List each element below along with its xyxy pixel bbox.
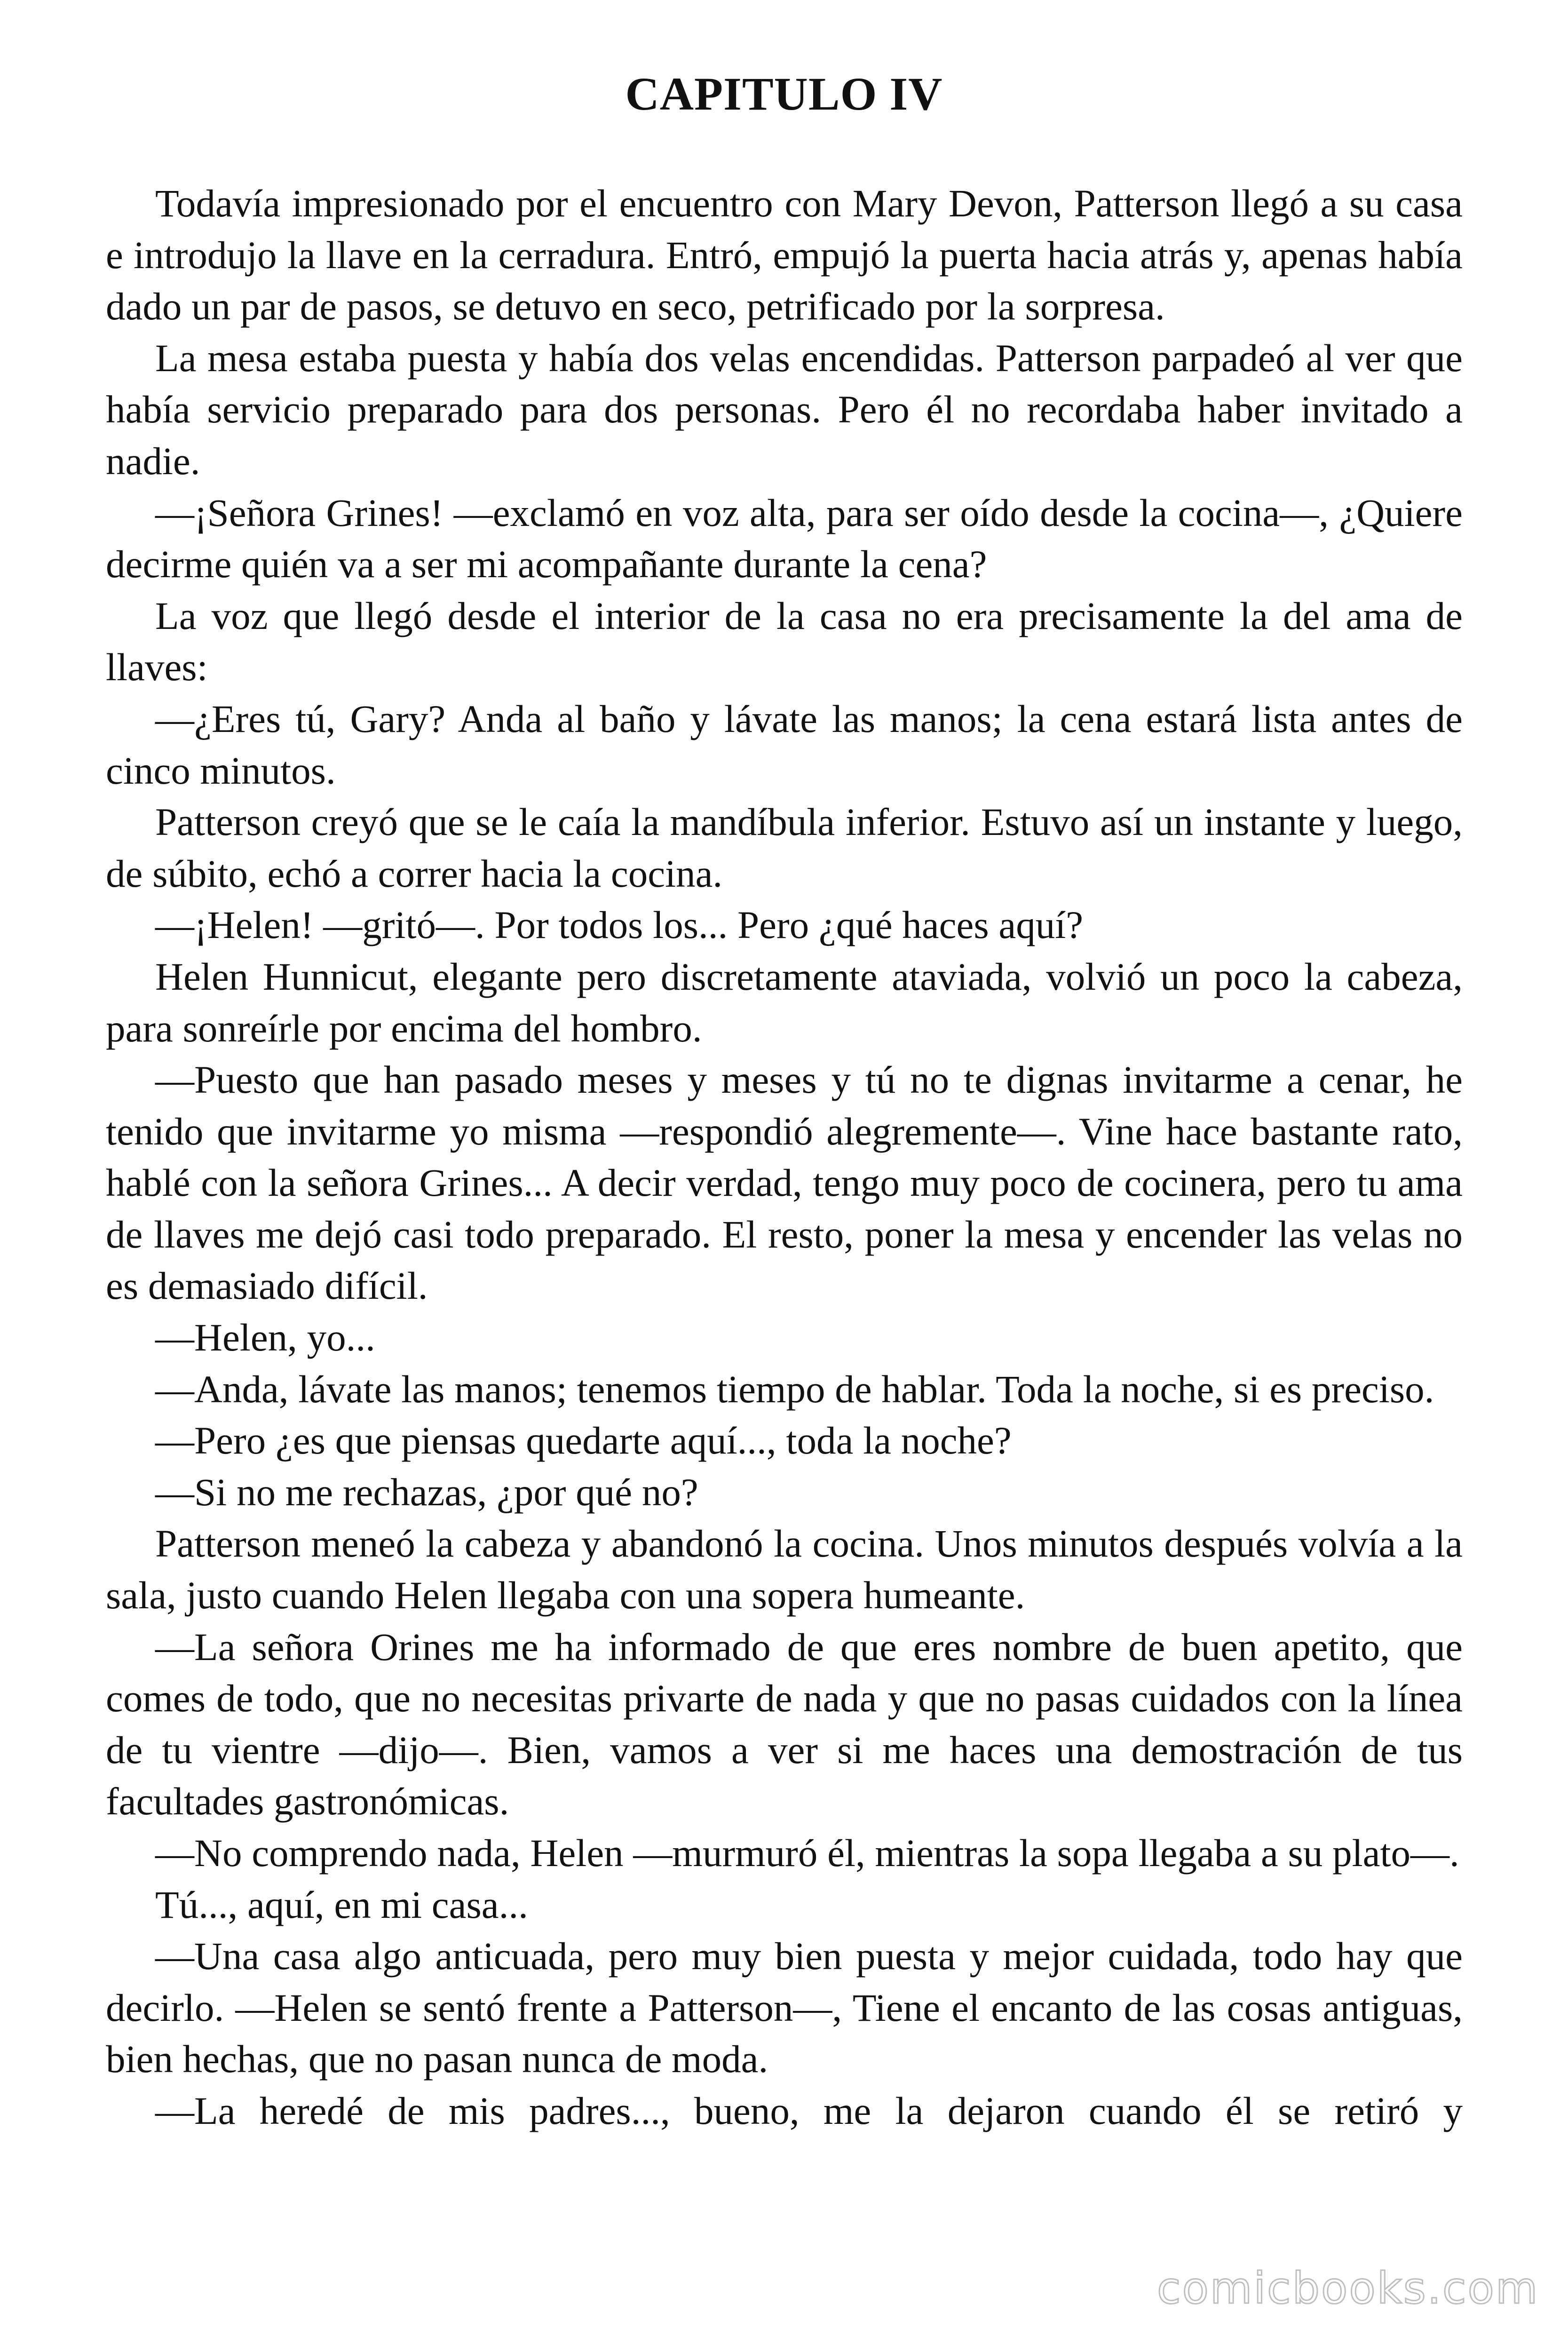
- paragraph: La voz que llegó desde el interior de la casa no era precisamente la del ama de llaves:: [106, 594, 1463, 689]
- paragraph: —La señora Orines me ha informado de que eres nombre de buen apetito, que comes de todo, que no necesitas privarte de nada y que no pasas cuidados con la línea de tu vientre —dijo—. Bien, vamos a ver si me haces una demostración de tus facultades gastronómicas.: [106, 1625, 1463, 1823]
- chapter-title: CAPITULO IV: [625, 68, 943, 120]
- paragraph: —Si no me rechazas, ¿por qué no?: [155, 1470, 698, 1514]
- paragraph: —Una casa algo anticuada, pero muy bien puesta y mejor cuidada, todo hay que decirlo. —Helen se sentó frente a Patterson—, Tiene el encanto de las cosas antiguas, bien hechas, que no pasan nunca de moda.: [106, 1934, 1463, 2081]
- paragraph: —¡Helen! —gritó—. Por todos los... Pero ¿qué haces aquí?: [155, 903, 1084, 947]
- paragraph: La mesa estaba puesta y había dos velas encendidas. Patterson parpadeó al ver que había servicio preparado para dos personas. Pero él no recordaba haber invitado a nadie.: [106, 336, 1463, 483]
- chapter-text: [106, 178, 1463, 2137]
- paragraph: —Puesto que han pasado meses y meses y tú no te dignas invitarme a cenar, he tenido que invitarme yo misma —respondió alegremente—. Vine hace bastante rato, hablé con la señora Grines... A decir verdad, tengo muy poco de cocinera, pero tu ama de llaves me dejó casi todo preparado. El resto, poner la mesa y encender las velas no es demasiado difícil.: [106, 1058, 1463, 1308]
- paragraph: Todavía impresionado por el encuentro con Mary Devon, Patterson llegó a su casa e introdujo la llave en la cerradura. Entró, empujó la puerta hacia atrás y, apenas había dado un par de pasos, se detuvo en seco, petrificado por la sorpresa.: [106, 182, 1463, 328]
- paragraph: Patterson creyó que se le caía la mandíbula inferior. Estuvo así un instante y luego, de súbito, echó a correr hacia la cocina.: [106, 800, 1463, 895]
- paragraph: —¿Eres tú, Gary? Anda al baño y lávate las manos; la cena estará lista antes de cinco minutos.: [106, 697, 1463, 792]
- paragraph: Patterson meneó la cabeza y abandonó la cocina. Unos minutos después volvía a la sala, justo cuando Helen llegaba con una sopera humeante.: [106, 1522, 1463, 1617]
- paragraph: —Anda, lávate las manos; tenemos tiempo de hablar. Toda la noche, si es preciso.: [155, 1367, 1434, 1411]
- paragraph: —No comprendo nada, Helen —murmuró él, mientras la sopa llegaba a su plato—.: [155, 1831, 1459, 1875]
- paragraph: —¡Señora Grines! —exclamó en voz alta, para ser oído desde la cocina—, ¿Quiere decirme quién va a ser mi acompañante durante la cena?: [106, 491, 1463, 586]
- paragraph-continues: —La heredé de mis padres..., bueno, me la dejaron cuando él se retiró y: [155, 2089, 1463, 2132]
- paragraph: Tú..., aquí, en mi casa...: [155, 1883, 528, 1926]
- paragraph: Helen Hunnicut, elegante pero discretamente ataviada, volvió un poco la cabeza, para sonreírle por encima del hombro.: [106, 954, 1463, 1050]
- paragraph: —Helen, yo...: [155, 1316, 375, 1359]
- watermark-logo: comicbooks.com: [1157, 2263, 1539, 2313]
- paragraph: —Pero ¿es que piensas quedarte aquí..., toda la noche?: [155, 1419, 1012, 1462]
